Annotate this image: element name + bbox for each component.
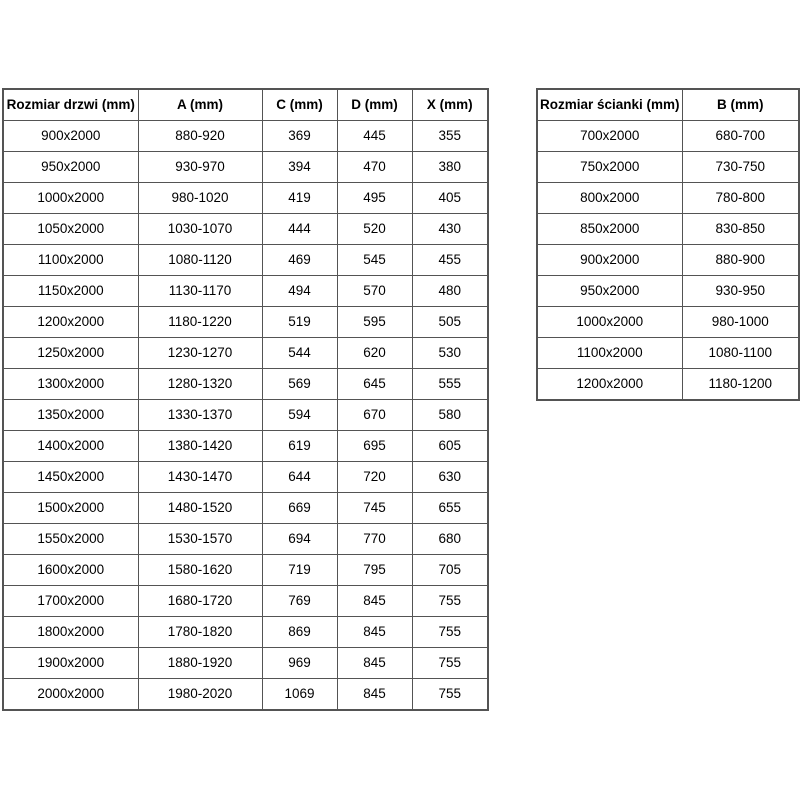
door-sizes-table-body xyxy=(3,121,488,711)
table-cell: 930-970 xyxy=(138,152,262,183)
table-cell: 755 xyxy=(412,586,488,617)
table-header-row xyxy=(3,89,488,121)
table-cell: 1430-1470 xyxy=(138,462,262,493)
table-cell: 380 xyxy=(412,152,488,183)
table-cell: 430 xyxy=(412,214,488,245)
table-cell: 680 xyxy=(412,524,488,555)
table-cell: 545 xyxy=(337,245,412,276)
table-row xyxy=(537,369,799,401)
x-column-header: X (mm) xyxy=(412,89,488,121)
table-cell: 1250x2000 xyxy=(3,338,138,369)
table-cell: 619 xyxy=(262,431,337,462)
table-row xyxy=(3,524,488,555)
table-cell: 669 xyxy=(262,493,337,524)
table-cell: 519 xyxy=(262,307,337,338)
table-cell: 419 xyxy=(262,183,337,214)
table-row xyxy=(3,679,488,711)
table-cell: 1980-2020 xyxy=(138,679,262,711)
table-row xyxy=(3,493,488,524)
table-cell: 605 xyxy=(412,431,488,462)
table-cell: 1100x2000 xyxy=(3,245,138,276)
table-cell: 755 xyxy=(412,679,488,711)
table-cell: 1450x2000 xyxy=(3,462,138,493)
table-cell: 755 xyxy=(412,648,488,679)
door-size-column-header: Rozmiar drzwi (mm) xyxy=(3,89,138,121)
table-cell: 1100x2000 xyxy=(537,338,682,369)
table-cell: 1680-1720 xyxy=(138,586,262,617)
table-cell: 700x2000 xyxy=(537,121,682,152)
table-cell: 530 xyxy=(412,338,488,369)
table-cell: 570 xyxy=(337,276,412,307)
table-cell: 1600x2000 xyxy=(3,555,138,586)
table-cell: 705 xyxy=(412,555,488,586)
table-cell: 1130-1170 xyxy=(138,276,262,307)
table-cell: 950x2000 xyxy=(537,276,682,307)
table-row xyxy=(3,555,488,586)
table-row xyxy=(3,214,488,245)
table-cell: 644 xyxy=(262,462,337,493)
table-cell: 1700x2000 xyxy=(3,586,138,617)
table-cell: 1400x2000 xyxy=(3,431,138,462)
table-cell: 900x2000 xyxy=(537,245,682,276)
table-cell: 869 xyxy=(262,617,337,648)
table-cell: 655 xyxy=(412,493,488,524)
table-row xyxy=(537,276,799,307)
table-row xyxy=(537,183,799,214)
table-cell: 505 xyxy=(412,307,488,338)
table-row xyxy=(3,307,488,338)
table-cell: 1350x2000 xyxy=(3,400,138,431)
table-cell: 1050x2000 xyxy=(3,214,138,245)
table-cell: 950x2000 xyxy=(3,152,138,183)
table-cell: 800x2000 xyxy=(537,183,682,214)
table-cell: 1480-1520 xyxy=(138,493,262,524)
table-cell: 1069 xyxy=(262,679,337,711)
table-cell: 845 xyxy=(337,586,412,617)
table-cell: 1030-1070 xyxy=(138,214,262,245)
table-row xyxy=(537,307,799,338)
table-cell: 1000x2000 xyxy=(3,183,138,214)
table-cell: 444 xyxy=(262,214,337,245)
table-cell: 969 xyxy=(262,648,337,679)
table-cell: 569 xyxy=(262,369,337,400)
table-cell: 1000x2000 xyxy=(537,307,682,338)
table-cell: 845 xyxy=(337,617,412,648)
table-cell: 595 xyxy=(337,307,412,338)
table-cell: 730-750 xyxy=(682,152,799,183)
table-cell: 495 xyxy=(337,183,412,214)
table-cell: 470 xyxy=(337,152,412,183)
table-row xyxy=(3,586,488,617)
table-cell: 1230-1270 xyxy=(138,338,262,369)
table-cell: 1580-1620 xyxy=(138,555,262,586)
table-row xyxy=(537,338,799,369)
table-cell: 1300x2000 xyxy=(3,369,138,400)
table-cell: 480 xyxy=(412,276,488,307)
table-cell: 580 xyxy=(412,400,488,431)
table-cell: 1550x2000 xyxy=(3,524,138,555)
table-cell: 405 xyxy=(412,183,488,214)
table-cell: 1500x2000 xyxy=(3,493,138,524)
table-cell: 880-900 xyxy=(682,245,799,276)
table-cell: 845 xyxy=(337,679,412,711)
table-cell: 745 xyxy=(337,493,412,524)
table-cell: 1780-1820 xyxy=(138,617,262,648)
table-cell: 555 xyxy=(412,369,488,400)
table-row xyxy=(537,214,799,245)
table-cell: 645 xyxy=(337,369,412,400)
table-row xyxy=(3,276,488,307)
wall-panel-sizes-table-head xyxy=(537,89,799,121)
table-cell: 719 xyxy=(262,555,337,586)
table-cell: 1530-1570 xyxy=(138,524,262,555)
table-cell: 720 xyxy=(337,462,412,493)
table-row xyxy=(3,400,488,431)
table-cell: 980-1020 xyxy=(138,183,262,214)
table-cell: 1080-1100 xyxy=(682,338,799,369)
table-cell: 1280-1320 xyxy=(138,369,262,400)
c-column-header: C (mm) xyxy=(262,89,337,121)
table-cell: 670 xyxy=(337,400,412,431)
table-cell: 355 xyxy=(412,121,488,152)
table-row xyxy=(3,617,488,648)
door-sizes-table xyxy=(2,88,489,711)
table-row xyxy=(537,245,799,276)
table-cell: 769 xyxy=(262,586,337,617)
table-cell: 630 xyxy=(412,462,488,493)
wall-panel-sizes-table xyxy=(536,88,800,401)
table-row xyxy=(537,152,799,183)
table-cell: 1200x2000 xyxy=(3,307,138,338)
d-column-header: D (mm) xyxy=(337,89,412,121)
table-cell: 1080-1120 xyxy=(138,245,262,276)
table-row xyxy=(3,369,488,400)
table-header-row xyxy=(537,89,799,121)
table-cell: 494 xyxy=(262,276,337,307)
table-cell: 2000x2000 xyxy=(3,679,138,711)
table-row xyxy=(3,648,488,679)
table-cell: 1200x2000 xyxy=(537,369,682,401)
table-cell: 394 xyxy=(262,152,337,183)
table-cell: 850x2000 xyxy=(537,214,682,245)
table-cell: 369 xyxy=(262,121,337,152)
table-cell: 755 xyxy=(412,617,488,648)
table-row xyxy=(3,183,488,214)
table-cell: 445 xyxy=(337,121,412,152)
table-cell: 1150x2000 xyxy=(3,276,138,307)
table-cell: 880-920 xyxy=(138,121,262,152)
table-row xyxy=(3,431,488,462)
b-column-header: B (mm) xyxy=(682,89,799,121)
table-row xyxy=(3,121,488,152)
table-cell: 1900x2000 xyxy=(3,648,138,679)
table-cell: 750x2000 xyxy=(537,152,682,183)
table-cell: 455 xyxy=(412,245,488,276)
table-row xyxy=(3,245,488,276)
wall-panel-sizes-table-body xyxy=(537,121,799,401)
table-cell: 1880-1920 xyxy=(138,648,262,679)
table-cell: 845 xyxy=(337,648,412,679)
table-cell: 900x2000 xyxy=(3,121,138,152)
table-cell: 1180-1220 xyxy=(138,307,262,338)
table-cell: 1330-1370 xyxy=(138,400,262,431)
wall-size-column-header: Rozmiar ścianki (mm) xyxy=(537,89,682,121)
table-cell: 695 xyxy=(337,431,412,462)
a-column-header: A (mm) xyxy=(138,89,262,121)
table-row xyxy=(3,152,488,183)
table-row xyxy=(537,121,799,152)
table-cell: 680-700 xyxy=(682,121,799,152)
table-cell: 620 xyxy=(337,338,412,369)
table-row xyxy=(3,338,488,369)
table-cell: 469 xyxy=(262,245,337,276)
table-cell: 780-800 xyxy=(682,183,799,214)
table-cell: 1180-1200 xyxy=(682,369,799,401)
table-cell: 1380-1420 xyxy=(138,431,262,462)
table-row xyxy=(3,462,488,493)
table-cell: 795 xyxy=(337,555,412,586)
door-sizes-table-head xyxy=(3,89,488,121)
table-cell: 594 xyxy=(262,400,337,431)
table-cell: 830-850 xyxy=(682,214,799,245)
table-cell: 1800x2000 xyxy=(3,617,138,648)
table-cell: 520 xyxy=(337,214,412,245)
table-cell: 694 xyxy=(262,524,337,555)
table-cell: 544 xyxy=(262,338,337,369)
table-cell: 930-950 xyxy=(682,276,799,307)
table-cell: 770 xyxy=(337,524,412,555)
table-cell: 980-1000 xyxy=(682,307,799,338)
